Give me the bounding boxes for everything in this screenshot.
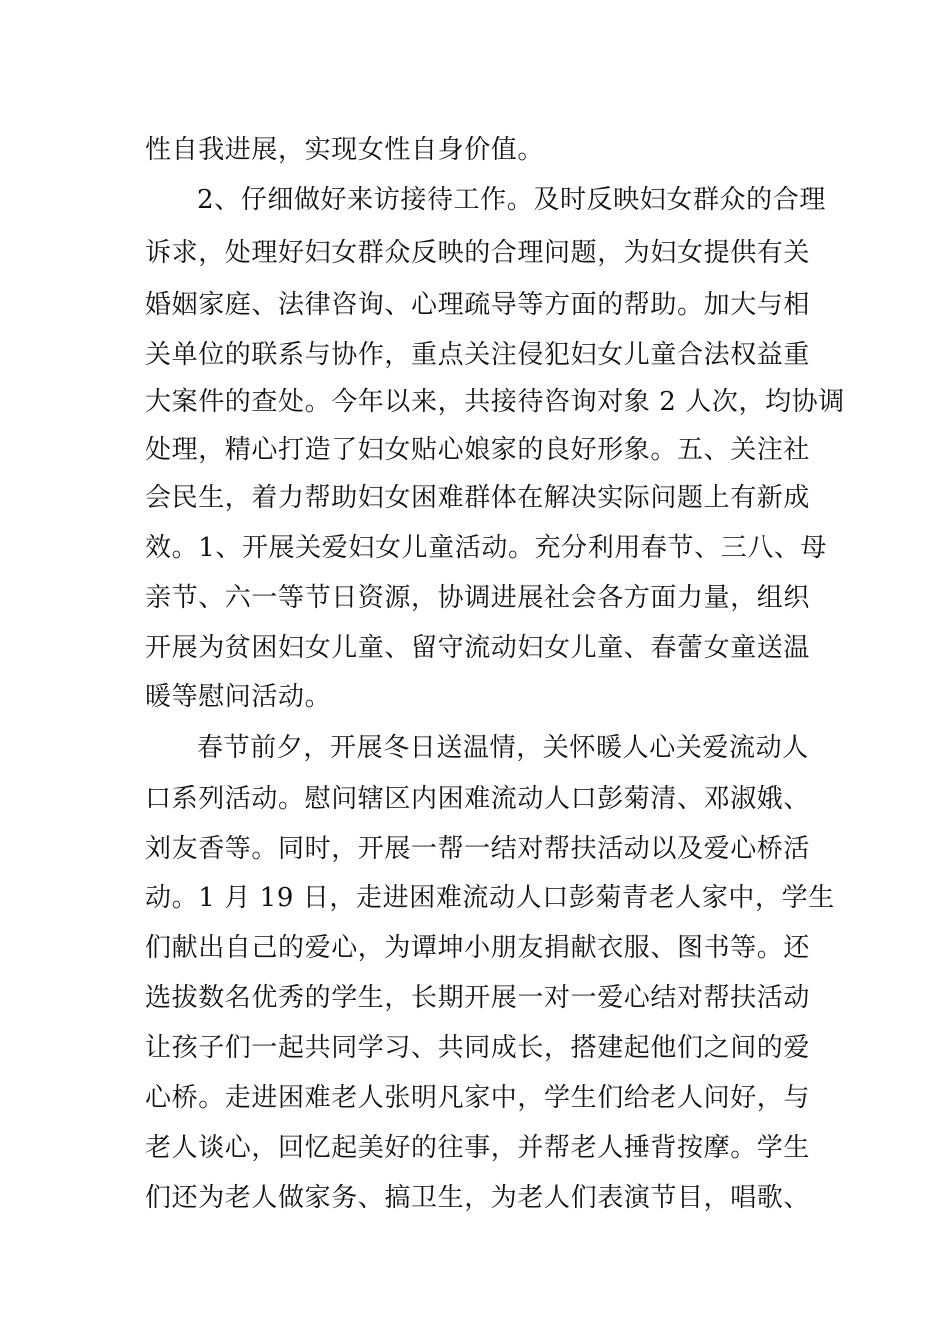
text-line: 们献出自己的爱心，为谭坤小朋友捐献衣服、图书等。还 [145,933,811,963]
text-line: 们还为老人做家务、搞卫生，为老人们表演节目，唱歌、 [145,1183,811,1213]
text-line: 会民生，着力帮助妇女困难群体在解决实际问题上有新成 [145,483,811,513]
text-line: 诉求，处理好妇女群众反映的合理问题，为妇女提供有关 [145,238,811,268]
text-line: 关单位的联系与协作，重点关注侵犯妇女儿童合法权益重 [145,340,811,370]
text-line: 效。1、开展关爱妇女儿童活动。充分利用春节、三八、母 [145,533,828,563]
text-line: 春节前夕，开展冬日送温情，关怀暖人心关爱流动人 [197,733,809,763]
text-line: 大案件的查处。今年以来，共接待咨询对象 2 人次，均协调 [145,387,845,417]
text-line: 处理，精心打造了妇女贴心娘家的良好形象。五、关注社 [145,435,811,465]
text-line: 口系列活动。慰问辖区内困难流动人口彭菊清、邓淑娥、 [145,784,811,814]
text-line: 选拔数名优秀的学生，长期开展一对一爱心结对帮扶活动 [145,983,811,1013]
text-line: 开展为贫困妇女儿童、留守流动妇女儿童、春蕾女童送温 [145,633,811,663]
text-line: 亲节、六一等节日资源，协调进展社会各方面力量，组织 [145,583,811,613]
text-line: 心桥。走进困难老人张明凡家中，学生们给老人问好，与 [145,1083,811,1113]
text-line: 2、仔细做好来访接待工作。及时反映妇女群众的合理 [197,185,826,215]
text-line: 性自我进展，实现女性自身价值。 [145,135,545,165]
text-line: 老人谈心，回忆起美好的往事，并帮老人捶背按摩。学生 [145,1133,811,1163]
text-line: 暖等慰问活动。 [145,682,332,712]
text-line: 动。1 月 19 日，走进困难流动人口彭菊青老人家中，学生 [145,883,835,913]
text-line: 刘友香等。同时，开展一帮一结对帮扶活动以及爱心桥活 [145,834,811,864]
text-line: 婚姻家庭、法律咨询、心理疏导等方面的帮助。加大与相 [145,290,811,320]
text-line: 让孩子们一起共同学习、共同成长，搭建起他们之间的爱 [145,1033,811,1063]
